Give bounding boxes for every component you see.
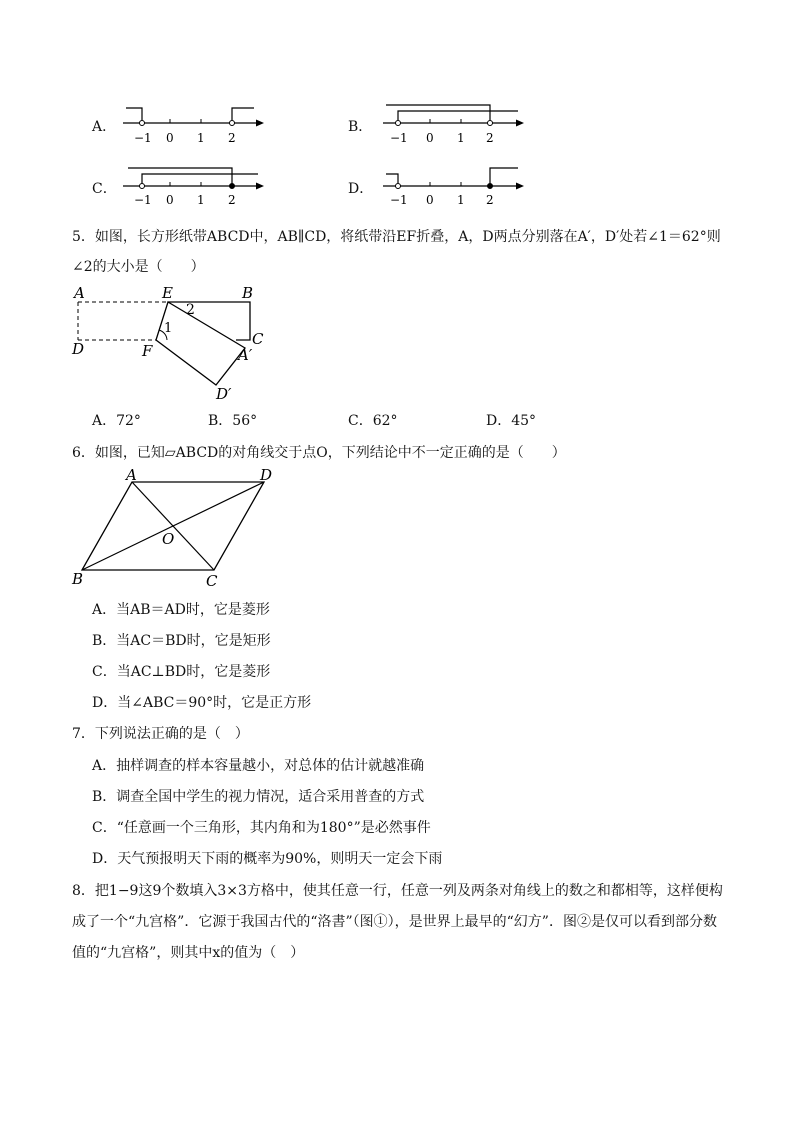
q5-option-c: C．62° [348,413,398,429]
label-d: D [260,468,273,484]
q6-option-a: A．当AB＝AD时，它是菱形 [92,602,270,618]
axis-arrow-icon [256,120,264,127]
tick-label: −1 [134,131,152,145]
label-b: B [72,570,84,588]
q5-option-b: B．56° [208,413,258,429]
q5-option-a: A．72° [92,413,141,429]
tick-label: 2 [486,193,494,207]
q7-option-b: B．调查全国中学生的视力情况，适合采用普查的方式 [92,789,425,805]
tick-label: 1 [197,131,205,145]
q6-parallelogram-figure [68,468,288,593]
q4-option-c-number-line [118,162,268,212]
q8-stem-line-1: 8．把1−9这9个数填入3×3方格中，使其任意一行，任意一列及两条对角线上的数之和都相等，这样便构 [72,883,723,899]
q8-stem-line-2: 成了一个“九宫格”．它源于我国古代的“洛書”（图①），是世界上最早的“幻方”．图②是仅可以看到部分数 [72,914,717,930]
tick-label: 0 [426,131,434,145]
tick-label: 1 [457,193,465,207]
tick-label: 2 [228,131,236,145]
label-e: E [162,284,173,302]
tick-label: 2 [228,193,236,207]
angle-1-label: 1 [164,321,173,336]
q4-option-b-label: B． [348,119,373,135]
q8-stem-line-3: 值的“九宫格”，则其中x的值为（ ） [72,945,305,961]
q4-option-d-label: D． [348,181,374,197]
q5-stem-line-1: 5．如图，长方形纸带ABCD中，AB∥CD，将纸带沿EF折叠，A，D两点分别落在A′，D′处若∠1＝62°则 [72,229,721,245]
axis-arrow-icon [516,183,524,190]
tick-label: −1 [390,193,408,207]
tick-label: −1 [134,193,152,207]
q7-option-c: C．“任意画一个三角形，其内角和为180°”是必然事件 [92,820,431,836]
q6-stem: 6．如图，已知▱ABCD的对角线交于点O，下列结论中不一定正确的是（ ） [72,445,566,461]
tick-label: 0 [166,131,174,145]
q4-option-c-label: C． [92,181,117,197]
q7-stem: 7．下列说法正确的是（ ） [72,726,249,742]
q6-option-c: C．当AC⊥BD时，它是菱形 [92,664,271,680]
tick-label: 2 [486,131,494,145]
q4-option-a-number-line [118,100,268,150]
label-d-prime: D′ [216,385,232,402]
q6-option-b: B．当AC＝BD时，它是矩形 [92,633,271,649]
axis-arrow-icon [516,120,524,127]
axis-arrow-icon [256,183,264,190]
q4-option-b-number-line [378,100,528,150]
label-c: C [206,572,218,590]
q5-stem-line-2: ∠2的大小是（ ） [72,259,205,275]
label-f: F [142,342,153,360]
tick-label: −1 [390,131,408,145]
label-d: D [72,340,85,358]
q6-option-d: D．当∠ABC＝90°时，它是正方形 [92,695,312,711]
q7-option-a: A．抽样调查的样本容量越小，对总体的估计就越准确 [92,758,425,774]
q4-option-a-label: A． [92,119,117,135]
q7-option-d: D．天气预报明天下雨的概率为90%，则明天一定会下雨 [92,851,443,867]
label-b: B [242,284,254,302]
q5-folding-figure [68,282,278,402]
tick-label: 0 [166,193,174,207]
tick-label: 1 [457,131,465,145]
label-a-prime: A′ [238,346,253,364]
label-a: A [74,284,85,302]
q5-option-d: D．45° [486,413,537,429]
label-c: C [252,330,264,348]
label-a: A [126,468,137,484]
tick-label: 1 [197,193,205,207]
label-o: O [162,530,175,548]
angle-2-label: 2 [186,302,195,318]
tick-label: 0 [426,193,434,207]
q4-option-d-number-line [378,162,528,212]
